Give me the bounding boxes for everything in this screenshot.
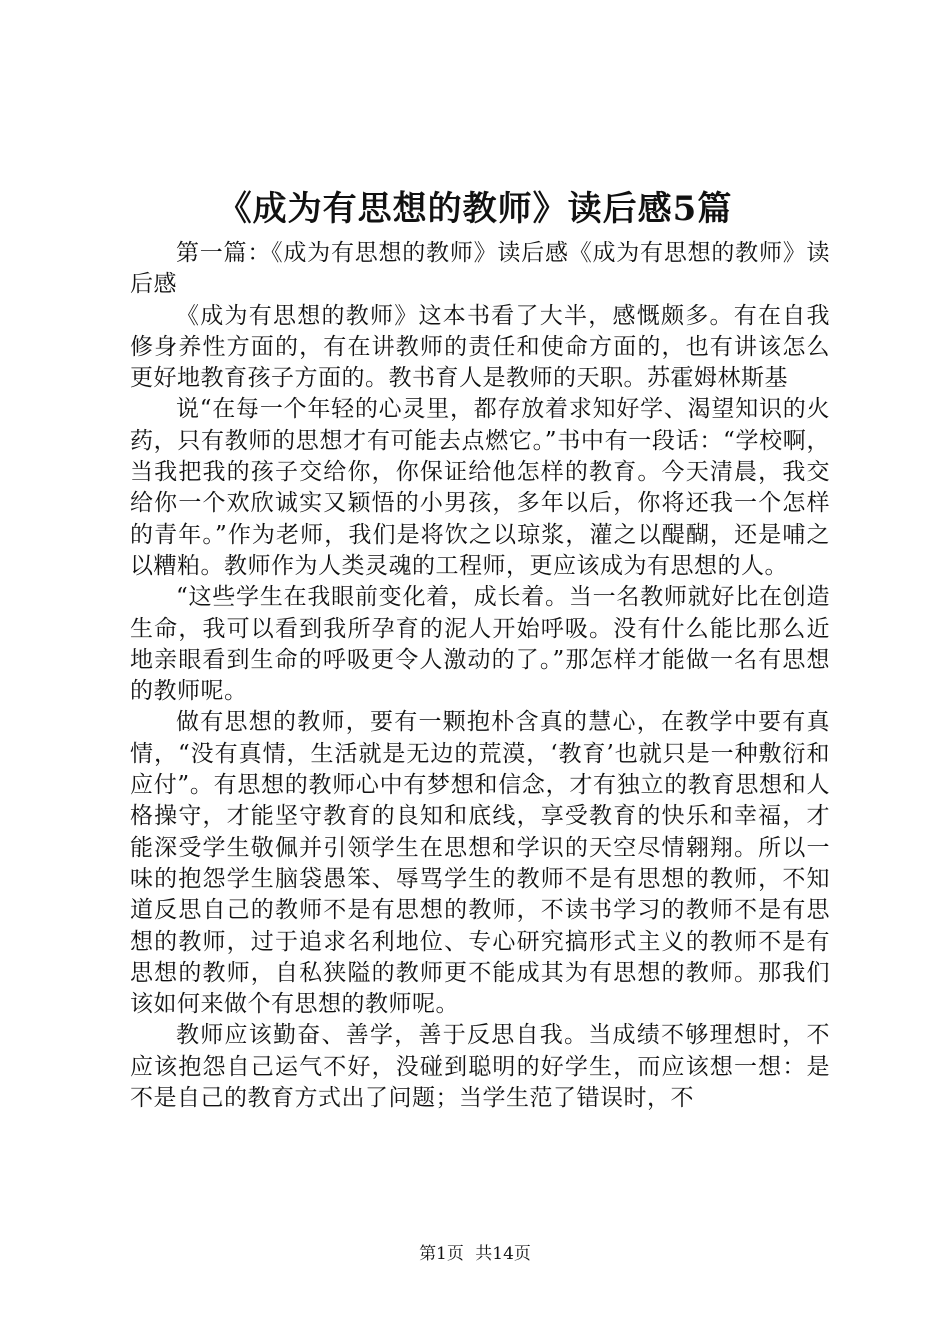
page-total: 共14页 — [475, 1244, 531, 1264]
document-title: 《成为有思想的教师》读后感5篇 — [217, 189, 733, 229]
paragraph: 《成为有思想的教师》这本书看了大半，感慨颇多。有在自我修身养性方面的，有在讲教师的责任和使命方面的，也有讲该怎么更好地教育孩子方面的。教书育人是教师的天职。苏霍姆林斯基 — [130, 302, 830, 392]
paragraph: 第一篇：《成为有思想的教师》读后感《成为有思想的教师》读后感 — [130, 240, 830, 298]
paragraph: 说“在每一个年轻的心灵里，都存放着求知好学、渴望知识的火药，只有教师的思想才有可能去点燃它。”书中有一段话：“学校啊，当我把我的孩子交给你，你保证给他怎样的教育。今天清晨，我交给你一个欢欣诚实又颖悟的小男孩，多年以后，你将还我一个怎样的青年。”作为老师，我们是将饮之以琼浆，灌之以醍醐，还是哺之以糟粕。教师作为人类灵魂的工程师，更应该成为有思想的人。 — [130, 396, 830, 579]
page-number: 第1页 — [419, 1244, 464, 1264]
document-body — [130, 238, 830, 1114]
paragraph: 教师应该勤奋、善学，善于反思自我。当成绩不够理想时，不应该抱怨自己运气不好，没碰到聪明的好学生，而应该想一想：是不是自己的教育方式出了问题；当学生范了错误时，不 — [130, 1022, 830, 1112]
paragraph: 做有思想的教师，要有一颗抱朴含真的慧心，在教学中要有真情，“没有真情，生活就是无边的荒漠，‘教育’也就只是一种敷衍和应付”。有思想的教师心中有梦想和信念，才有独立的教育思想和人格操守，才能坚守教育的良知和底线，享受教育的快乐和幸福，才能深受学生敬佩并引领学生在思想和学识的天空尽情翱翔。所以一味的抱怨学生脑袋愚笨、辱骂学生的教师不是有思想的教师，不知道反思自己的教师不是有思想的教师，不读书学习的教师不是有思想的教师，过于追求名利地位、专心研究搞形式主义的教师不是有思想的教师，自私狭隘的教师更不能成其为有思想的教师。那我们该如何来做个有思想的教师呢。 — [130, 709, 830, 1018]
paragraph: “这些学生在我眼前变化着，成长着。当一名教师就好比在创造生命，我可以看到我所孕育的泥人开始呼吸。没有什么能比那么近地亲眼看到生命的呼吸更令人激动的了。”那怎样才能做一名有思想的教师呢。 — [130, 584, 830, 705]
page-footer — [0, 1242, 950, 1266]
